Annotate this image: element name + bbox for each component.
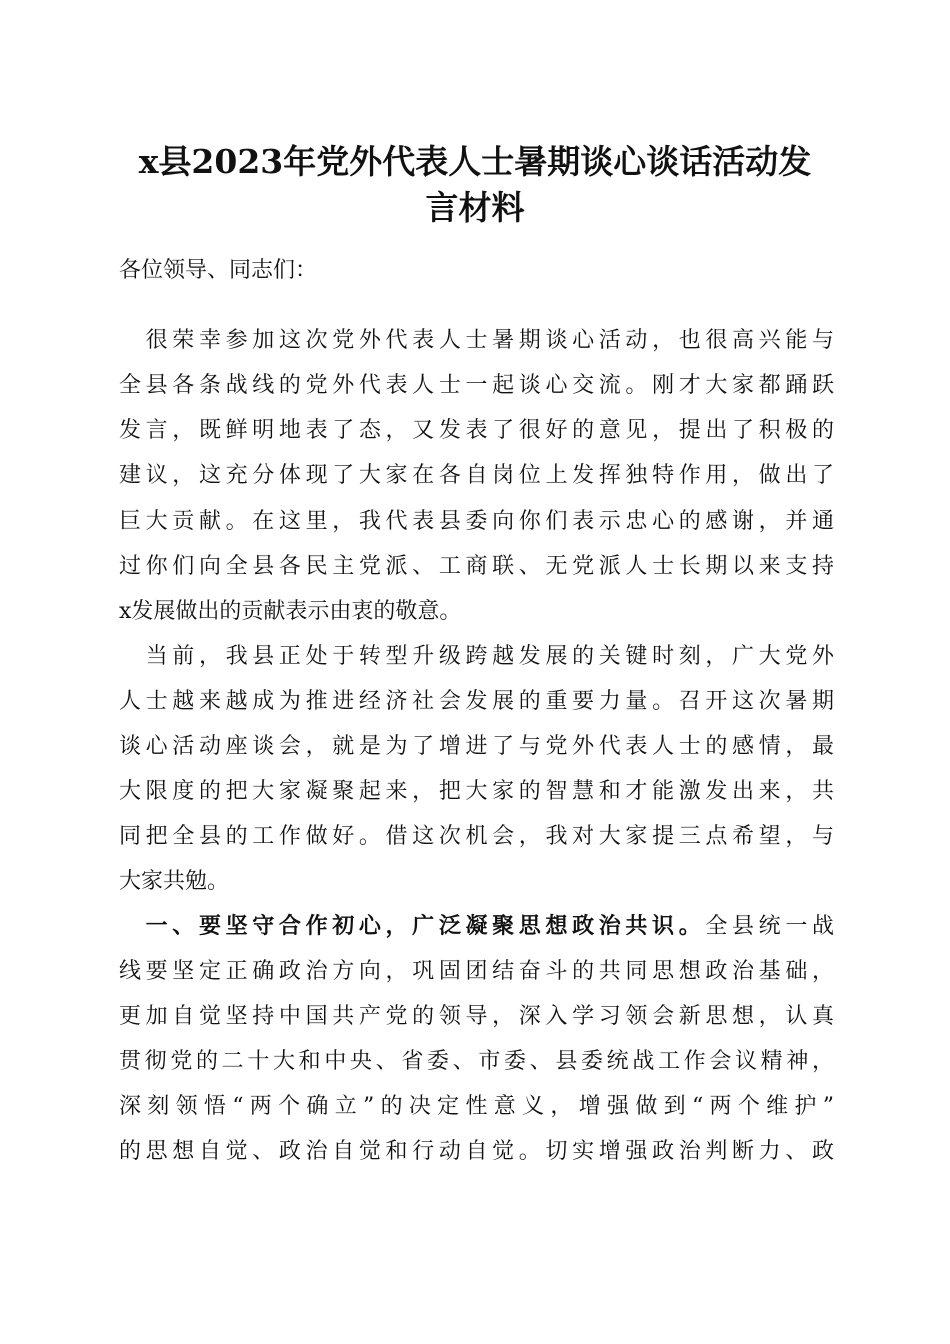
paragraph-line: 大家共勉。 <box>119 869 230 894</box>
section-1-heading: 一、要坚守合作初心，广泛凝聚思想政治共识。 <box>119 914 706 939</box>
paragraph-line: 谈心活动座谈会，就是为了增进了与党外代表人士的感情，最 <box>119 734 834 759</box>
section-1-first-line <box>119 912 834 942</box>
paragraph-line: 当前，我县正处于转型升级跨越发展的关键时刻，广大党外 <box>119 644 834 669</box>
section-1-lead-tail: 全县统一战 <box>705 914 834 939</box>
paragraph-line: 线要坚定正确政治方向，巩固团结奋斗的共同思想政治基础， <box>119 959 834 984</box>
paragraph-line: 发言，既鲜明地表了态，又发表了很好的意见，提出了积极的 <box>119 418 834 443</box>
paragraph-line: 大限度的把大家凝聚起来，把大家的智慧和才能激发出来，共 <box>119 779 834 804</box>
document-title-line-1: x县2023年党外代表人士暑期谈心谈话活动发 <box>138 142 812 181</box>
paragraph-line: 建议，这充分体现了大家在各自岗位上发挥独特作用，做出了 <box>119 463 834 488</box>
paragraph-line: 深刻领悟“两个确立”的决定性意义，增强做到“两个维护” <box>119 1094 834 1119</box>
paragraph-line: 过你们向全县各民主党派、工商联、无党派人士长期以来支持 <box>119 554 834 579</box>
paragraph-line: 的思想自觉、政治自觉和行动自觉。切实增强政治判断力、政 <box>119 1139 834 1164</box>
salutation: 各位领导、同志们： <box>119 258 318 283</box>
paragraph-line: 人士越来越成为推进经济社会发展的重要力量。召开这次暑期 <box>119 689 834 714</box>
paragraph-line: 巨大贡献。在这里，我代表县委向你们表示忠心的感谢，并通 <box>119 509 834 534</box>
paragraph-line: x发展做出的贡献表示由衷的敬意。 <box>119 599 462 624</box>
paragraph-line: 全县各条战线的党外代表人士一起谈心交流。刚才大家都踊跃 <box>119 373 834 398</box>
paragraph-line: 同把全县的工作做好。借这次机会，我对大家提三点希望，与 <box>119 824 834 849</box>
document-title-line-2: 言材料 <box>425 188 525 227</box>
paragraph-line: 很荣幸参加这次党外代表人士暑期谈心活动，也很高兴能与 <box>119 328 834 353</box>
paragraph-line: 贯彻党的二十大和中央、省委、市委、县委统战工作会议精神， <box>119 1049 834 1074</box>
paragraph-line: 更加自觉坚持中国共产党的领导，深入学习领会新思想，认真 <box>119 1004 834 1029</box>
